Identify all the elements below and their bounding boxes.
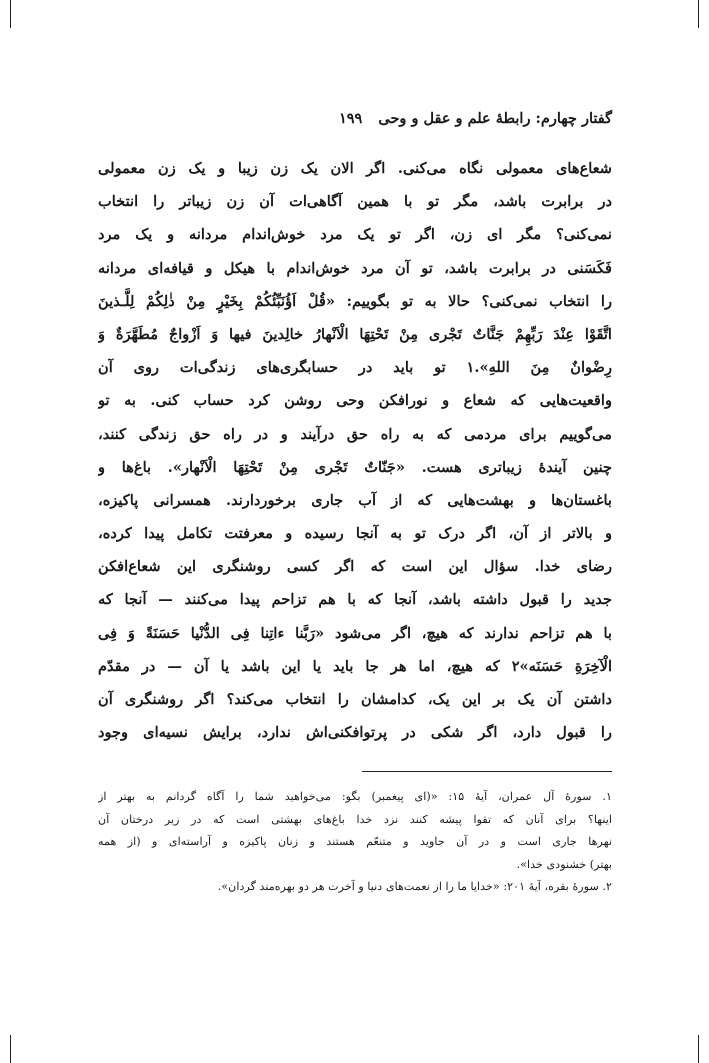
- body-line: داشتن آن یک بر این یک، کدامشان را انتخاب می‌کند؟ اگر روشنگری آن: [98, 691, 612, 708]
- footnote-line: اینها؟ برای آنان که تقوا پیشه کنند نزد خدا باغ‌های بهشتی است که در زیر درختان آن: [98, 812, 612, 826]
- footnotes: [98, 786, 612, 899]
- page-number: ۱۹۹: [338, 110, 363, 127]
- body-line: جدید را قبول داشته باشد، آنجا که با هم تزاحم پیدا می‌کنند — آنجا که: [98, 591, 612, 609]
- crop-mark-top-right: [698, 0, 699, 28]
- footnote-line: ۲. سورهٔ بقره، آیهٔ ۲۰۱: «خدایا ما را از نعمت‌های دنیا و آخرت هر دو بهره‌مند گردان».: [217, 880, 612, 894]
- crop-mark-bottom-right: [698, 1035, 699, 1063]
- body-line: در برابرت باشد، مگر تو با همین آگاهی‌ات آن زن زیباتر را انتخاب: [98, 193, 612, 211]
- footnote-2: [98, 876, 612, 899]
- body-line: با هم تزاحم ندارند که هیچ، اگر می‌شود «رَبَّنا ءاتِنا فِی الدُّنْیا حَسَنَةً وَ فِی: [98, 624, 612, 642]
- body-line: نمی‌کنی؟ مگر ای زن، اگر تو یک مرد خوش‌اندام مردانه و یک مرد: [98, 226, 612, 244]
- body-line: و بالاتر از آن، اگر درک تو به آنجا رسیده و معرفتت تکامل پیدا کرده،: [98, 525, 612, 543]
- body-line: را انتخاب نمی‌کنی؟ حالا به تو بگوییم: «قُلْ اَؤُنَبِّئُکُمْ بِخَیْرٍ مِنْ ذٰلِکُمْ لِلَّـذینَ: [98, 292, 612, 310]
- book-page: [98, 110, 612, 899]
- body-line: رضای خدا. سؤال این است که اگر کسی روشنگری این شعاع‌افکن: [98, 558, 612, 576]
- footnote-line: بهتر) خشنودی خدا».: [516, 857, 612, 871]
- body-line: رِضْوانٌ مِنَ اللهِ».۱ تو باید در حسابگری‌های زندگی‌ات روی آن: [98, 359, 612, 377]
- running-header: [98, 110, 612, 138]
- body-line: باغستان‌ها و بهشت‌هایی که از آب جاری برخوردارند. همسرانی پاکیزه،: [98, 491, 612, 509]
- body-line: چنین آیندهٔ زیباتری هست. «جَنّاتٌ تَجْری مِنْ تَحْتِهَا الْاَنْهار». باغ‌ها و: [98, 458, 612, 476]
- body-line: را قبول دارد، اگر شکی در پرتوافکنی‌اش ندارد، برایش نسیه‌ای وجود: [98, 724, 612, 742]
- footnote-separator: [362, 771, 612, 772]
- body-line: فَکَسَنی در برابرت باشد، تو آن مرد خوش‌اندام با هیکل و قیافه‌ای مردانه: [98, 259, 612, 277]
- footnote-line: نهرها جاری است و در آن جاوید و متنعّم هستند و زنان پاکیزه و آراسته‌ای و (از همه: [98, 835, 612, 849]
- body-line: شعاع‌های معمولی نگاه می‌کنی. اگر الان یک زن زیبا و یک زن معمولی: [98, 160, 612, 177]
- body-text: [98, 152, 612, 749]
- body-line: الْآخِرَةِ حَسَنَه»۲ که هیچ، اما هر جا باید یا این باشد یا آن — در مقدّم: [98, 657, 612, 675]
- chapter-title: گفتار چهارم: رابطهٔ علم و عقل و وحی: [378, 110, 612, 127]
- footnote-line: ۱. سورهٔ آل عمران، آیهٔ ۱۵: «(ای پیغمبر) بگو: می‌خواهید شما را آگاه گردانم به بهتر از: [98, 790, 612, 804]
- crop-mark-bottom-left: [10, 1035, 11, 1063]
- body-line: واقعیت‌هایی که شعاع و نورافکن وحی روشن کرد حساب کنی. به تو: [98, 392, 612, 410]
- crop-mark-top-left: [10, 0, 11, 28]
- footnote-1: [98, 786, 612, 876]
- body-line: اتَّقَوْا عِنْدَ رَبِّهِمْ جَنَّاتٌ تَجْری مِنْ تَحْتِهَا الْاَنْهارُ خالِدینَ فیها وَ اَزْواجٌ مُطَهَّرَةٌ وَ: [98, 325, 612, 343]
- body-line: می‌گوییم برای مردمی که به راه حق درآیند و در راه حق زندگی کنند،: [98, 425, 612, 443]
